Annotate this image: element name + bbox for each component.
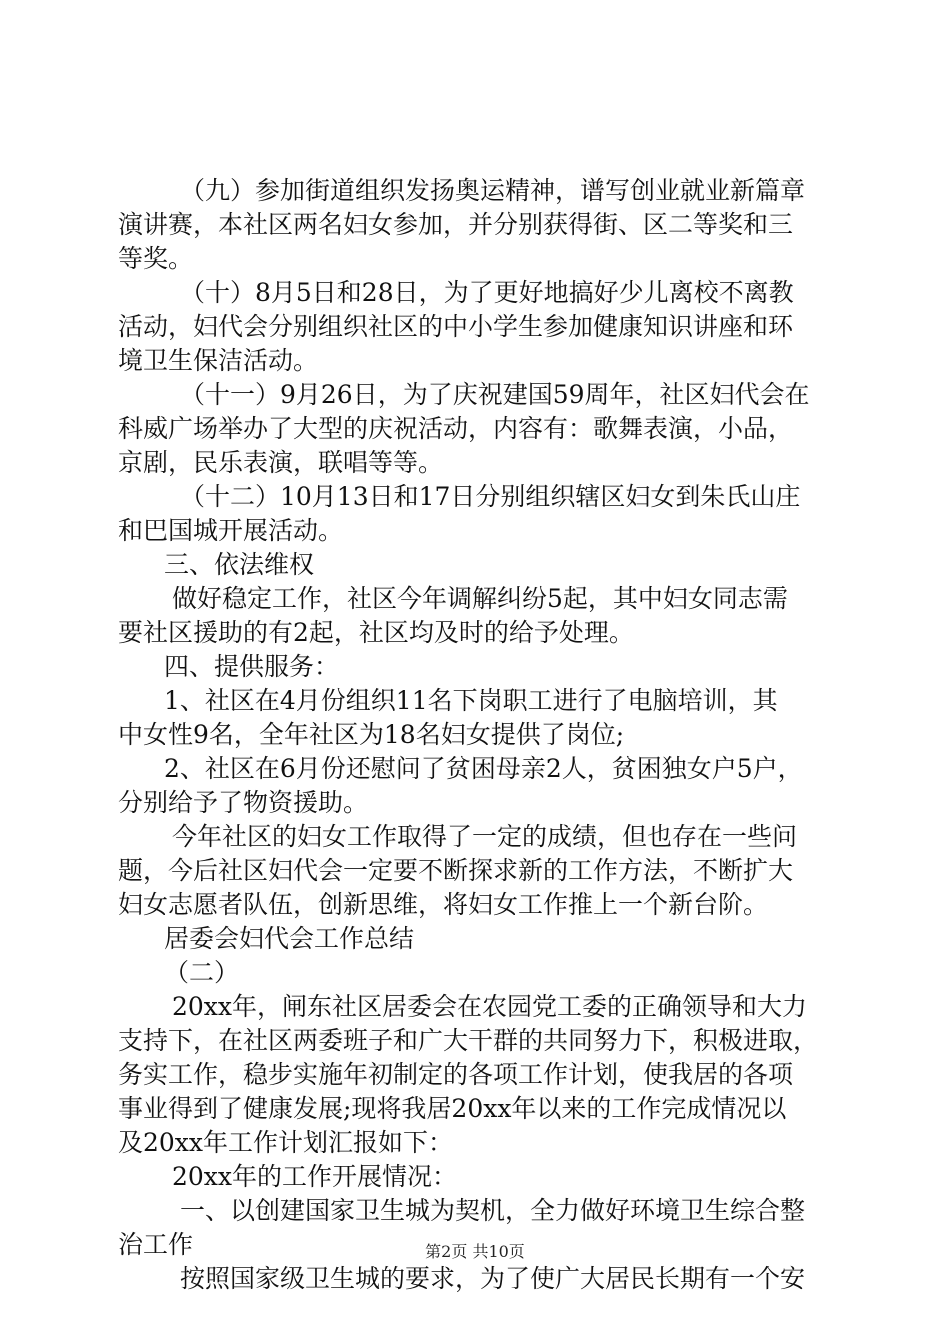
section-heading: 三、依法维权: [164, 550, 315, 579]
text-line: （十一）9月26日，为了庆祝建国59周年，社区妇代会在: [180, 380, 810, 409]
text-line: 按照国家级卫生城的要求，为了使广大居民长期有一个安: [180, 1264, 806, 1293]
text-line: 题，今后社区妇代会一定要不断探求新的工作方法，不断扩大: [118, 856, 794, 885]
document-title: 居委会妇代会工作总结: [164, 924, 415, 953]
text-line: （十）8月5日和28日，为了更好地搞好少儿离校不离教: [180, 278, 794, 307]
text-line: 要社区援助的有2起，社区均及时的给予处理。: [118, 618, 634, 647]
section-heading: 四、提供服务：: [164, 652, 340, 681]
text-line: 演讲赛，本社区两名妇女参加，并分别获得街、区二等奖和三: [118, 210, 794, 239]
text-line: 务实工作，稳步实施年初制定的各项工作计划，使我居的各项: [118, 1060, 794, 1089]
text-line: 20xx年，闸东社区居委会在农园党工委的正确领导和大力: [172, 992, 808, 1021]
text-line: 中女性9名，全年社区为18名妇女提供了岗位;: [118, 720, 625, 749]
text-line: （九）参加街道组织发扬奥运精神，谱写创业就业新篇章: [180, 176, 806, 205]
document-subtitle: （二）: [164, 958, 240, 987]
text-line: 京剧，民乐表演，联唱等等。: [118, 448, 444, 477]
text-line: 境卫生保洁活动。: [118, 346, 319, 375]
page-number-footer: 第2页 共10页: [425, 1242, 525, 1261]
text-line: 分别给予了物资援助。: [118, 788, 369, 817]
text-line: 活动，妇代会分别组织社区的中小学生参加健康知识讲座和环: [118, 312, 794, 341]
text-line: 妇女志愿者队伍，创新思维，将妇女工作推上一个新台阶。: [118, 890, 769, 919]
text-line: 和巴国城开展活动。: [118, 516, 344, 545]
text-line: 2、社区在6月份还慰问了贫困母亲2人，贫困独女户5户，: [164, 754, 803, 783]
text-line: （十二）10月13日和17日分别组织辖区妇女到朱氏山庄: [180, 482, 801, 511]
text-line: 今年社区的妇女工作取得了一定的成绩，但也存在一些问: [172, 822, 798, 851]
document-body: [118, 174, 838, 1296]
text-line: 治工作: [118, 1230, 194, 1259]
section-heading: 一、以创建国家卫生城为契机，全力做好环境卫生综合整: [180, 1196, 806, 1225]
text-line: 支持下，在社区两委班子和广大干群的共同努力下，积极进取，: [118, 1026, 819, 1055]
text-line: 等奖。: [118, 244, 194, 273]
text-line: 科威广场举办了大型的庆祝活动，内容有：歌舞表演，小品，: [118, 414, 794, 443]
section-heading: 20xx年的工作开展情况：: [172, 1162, 458, 1191]
text-line: 及20xx年工作计划汇报如下：: [118, 1128, 454, 1157]
text-line: 1、社区在4月份组织11名下岗职工进行了电脑培训，其: [164, 686, 778, 715]
text-line: 事业得到了健康发展;现将我居20xx年以来的工作完成情况以: [118, 1094, 787, 1123]
text-line: 做好稳定工作，社区今年调解纠纷5起，其中妇女同志需: [172, 584, 788, 613]
